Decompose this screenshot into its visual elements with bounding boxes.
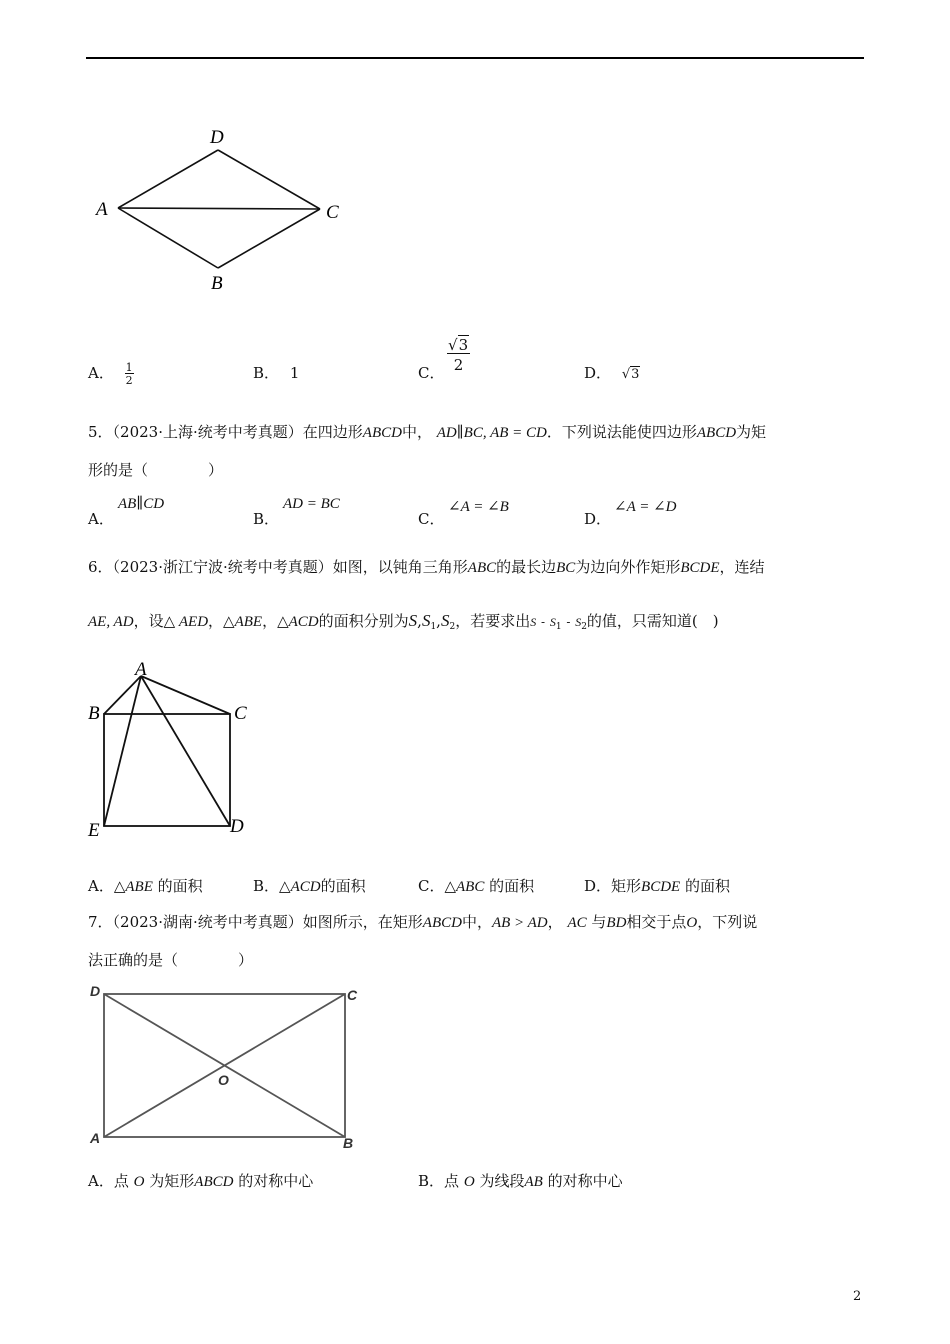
label-E: E xyxy=(88,820,100,841)
q5-stem-line2: 形的是（ ） xyxy=(88,461,224,479)
q5-option-b-value: AD = BC xyxy=(283,496,340,512)
q5-option-d-value: ∠A = ∠D xyxy=(614,499,677,515)
edge-DC xyxy=(218,150,320,209)
rhombus-figure xyxy=(90,118,360,298)
q5-option-a-value: AB∥CD xyxy=(118,496,165,512)
edge-AD xyxy=(118,150,218,208)
q7-stem-line2: 法正确的是（ ） xyxy=(88,951,254,969)
label-D: D xyxy=(210,127,224,148)
label-A: A xyxy=(96,199,108,220)
label-O: O xyxy=(218,1072,229,1088)
q7-option-a[interactable]: A．点 O 为矩形ABCD 的对称中心 xyxy=(88,1172,314,1190)
label-A: A xyxy=(90,1130,101,1146)
label-D: D xyxy=(90,983,101,999)
q5-stem-line1: 5．（2023·上海·统考中考真题）在四边形ABCD中， AD∥BC, AB = CD．下列说法能使四边形ABCD为矩 xyxy=(88,423,767,441)
label-B: B xyxy=(211,273,223,294)
page-number: 2 xyxy=(853,1289,862,1304)
q6-option-c[interactable]: C．△ABC 的面积 xyxy=(418,877,535,895)
q6-stem-line2: AE, AD，设△ AED，△ABE，△ACD的面积分别为$S,S_1,S_2$，若要求出S - $S_1 - S_2$的值，只需知道( ) xyxy=(88,611,719,632)
q6-stem-line1: 6．（2023·浙江宁波·统考中考真题）如图，以钝角三角形ABC的最长边BC为边向外作矩形BCDE，连结 xyxy=(88,558,765,576)
q7-stem-line1: 7．（2023·湖南·统考中考真题）如图所示，在矩形ABCD中，AB > AD， AC 与BD相交于点O，下列说 xyxy=(88,913,758,931)
rectangle-triangle-figure xyxy=(84,660,264,845)
q5-option-b[interactable]: B． xyxy=(253,510,280,528)
rect-BCDE xyxy=(104,714,230,826)
edge-AE xyxy=(104,676,141,826)
edge-CB xyxy=(218,209,320,268)
label-B: B xyxy=(88,703,100,724)
label-A: A xyxy=(135,660,147,680)
q4-option-b[interactable]: B． 1 xyxy=(253,364,300,382)
q5-option-c[interactable]: C． xyxy=(418,510,445,528)
edge-AC xyxy=(141,676,230,714)
q5-option-a[interactable]: A． xyxy=(88,510,114,528)
q6-option-a[interactable]: A．△ABE 的面积 xyxy=(88,877,203,895)
q7-option-b[interactable]: B．点 O 为线段AB 的对称中心 xyxy=(418,1172,623,1190)
label-C: C xyxy=(347,987,358,1003)
label-C: C xyxy=(234,703,247,724)
label-D: D xyxy=(230,816,244,837)
edge-BA xyxy=(118,208,218,268)
fraction-sqrt3-over-2: $\frac{√3}{2}$ xyxy=(448,336,469,374)
q4-option-d[interactable]: D． √3 xyxy=(584,364,640,382)
q4-option-a[interactable]: A． $\frac{1}{2}$ xyxy=(88,361,133,387)
sqrt3: √3 xyxy=(621,367,640,382)
edge-AD xyxy=(141,676,230,826)
fraction-one-half: $\frac{1}{2}$ xyxy=(125,361,133,387)
rectangle-diagonals-figure xyxy=(86,980,366,1150)
header-rule xyxy=(86,57,864,59)
q6-option-d[interactable]: D．矩形BCDE 的面积 xyxy=(584,877,731,895)
q4-option-c[interactable]: C． xyxy=(418,364,445,382)
diagonal-AC xyxy=(118,208,320,209)
label-B: B xyxy=(343,1135,354,1150)
q5-option-c-value: ∠A = ∠B xyxy=(448,499,509,515)
q5-option-d[interactable]: D． xyxy=(584,510,612,528)
label-C: C xyxy=(326,202,339,223)
q6-option-b[interactable]: B．△ACD的面积 xyxy=(253,877,366,895)
